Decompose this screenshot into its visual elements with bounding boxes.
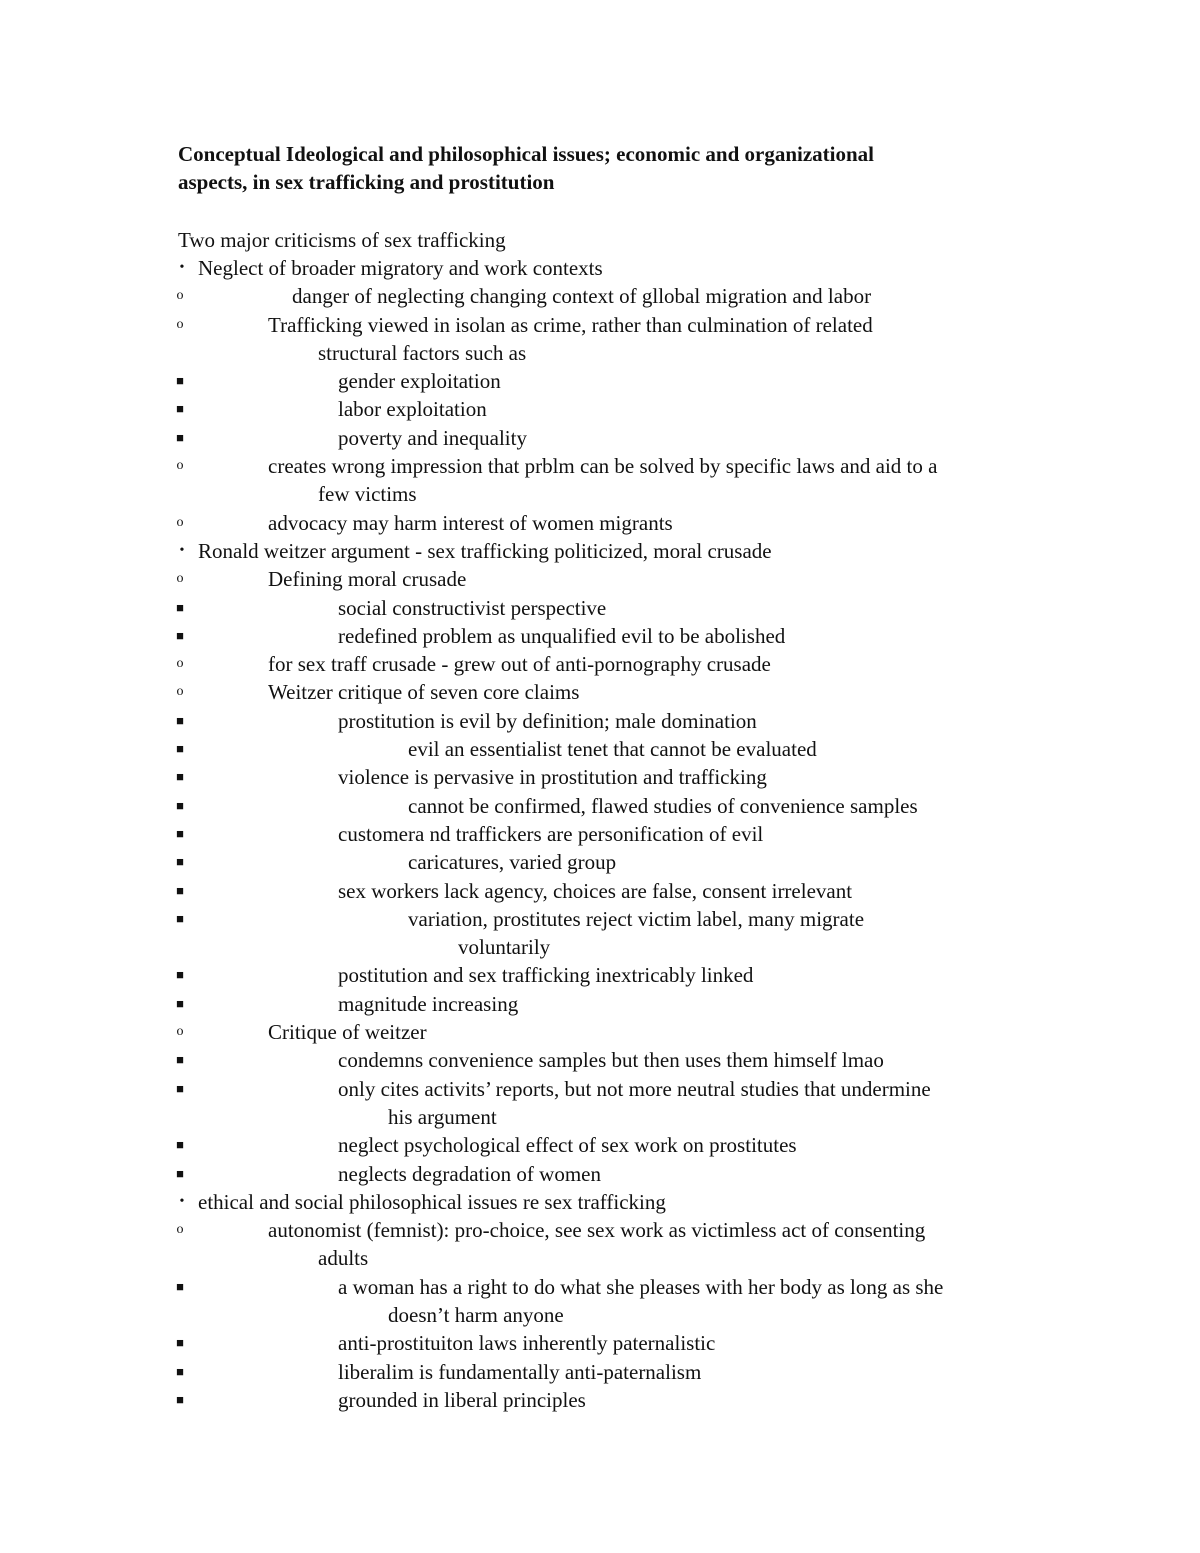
list-item-text: cannot be confirmed, flawed studies of convenience samples [408,793,918,818]
list-item-text: doesn’t harm anyone [388,1302,564,1327]
list-item [0,905,1200,933]
bullet-circle-icon: o [176,571,184,587]
bullet-square-icon: ■ [176,825,184,841]
list-item-text: his argument [388,1104,497,1129]
title-line-1: Conceptual Ideological and philosophical issues; economic and organizational [178,142,874,166]
bullet-dot-icon: • [179,1193,185,1209]
bullet-square-icon: ■ [176,1052,184,1068]
bullet-square-icon: ■ [176,1363,184,1379]
list-item [0,820,1200,848]
bullet-dot-icon: • [179,260,185,275]
list-item-text: Critique of weitzer [268,1020,427,1045]
bullet-circle-icon: o [176,316,184,332]
list-item-text: structural factors such as [318,340,527,365]
bullet-square-icon: ■ [176,967,184,983]
list-item-text: danger of neglecting changing context of gllobal migration and labor [292,284,872,309]
bullet-circle-icon: o [176,656,184,672]
list-item-text: prostitution is evil by definition; male domination [338,708,757,733]
list-item-text: evil an essentialist tenet that cannot be evaluated [408,737,817,762]
list-item [0,367,1200,395]
list-item [0,1358,1200,1386]
list-item-text: social constructivist perspective [338,595,607,620]
list-item-text: customera nd traffickers are personification of evil [338,821,764,846]
list-item [0,990,1200,1018]
list-item-text: few victims [318,482,417,507]
list-item-text: for sex traff crusade - grew out of anti-pornography crusade [268,652,771,677]
list-item [0,735,1200,763]
list-item [0,424,1200,452]
list-item [0,622,1200,650]
list-item-text: only cites activits’ reports, but not more neutral studies that undermine [338,1076,931,1101]
list-item [0,1075,1200,1103]
list-item-text: Trafficking viewed in isolan as crime, rather than culmination of related [268,312,873,337]
list-item [0,1273,1200,1301]
list-item [0,565,1200,593]
bullet-square-icon: ■ [176,1278,184,1294]
bullet-square-icon: ■ [176,769,184,785]
bullet-square-icon: ■ [176,1165,184,1181]
list-item-text: Weitzer critique of seven core claims [268,680,580,705]
list-item [0,594,1200,622]
list-item-continuation [0,480,1200,508]
list-item-text: creates wrong impression that prblm can be solved by specific laws and aid to a [268,454,938,479]
bullet-circle-icon: o [176,1222,184,1238]
list-item-text: a woman has a right to do what she pleases with her body as long as she [338,1274,944,1299]
bullet-square-icon: ■ [176,1391,184,1407]
list-item [0,650,1200,678]
list-item-text: labor exploitation [338,397,487,422]
list-item [0,254,1200,282]
list-item [0,452,1200,480]
list-item-text: Defining moral crusade [268,567,467,592]
list-item-text: voluntarily [458,935,551,960]
list-item [0,395,1200,423]
bullet-square-icon: ■ [176,429,184,445]
list-item [0,763,1200,791]
list-item-text: advocacy may harm interest of women migrants [268,510,673,535]
bullet-square-icon: ■ [176,599,184,615]
list-item-text: postitution and sex trafficking inextricably linked [338,963,754,988]
list-item-text: ethical and social philosophical issues re sex trafficking [198,1189,666,1214]
list-item-text: neglects degradation of women [338,1161,601,1186]
list-item-text: adults [318,1246,369,1271]
bullet-square-icon: ■ [176,712,184,728]
list-item-text: caricatures, varied group [408,850,617,875]
list-item-continuation [0,933,1200,961]
list-item [0,282,1200,310]
list-item-text: violence is pervasive in prostitution and trafficking [338,765,767,790]
list-item [0,509,1200,537]
bullet-square-icon: ■ [176,910,184,926]
list-item [0,1160,1200,1188]
title-line-2: aspects, in sex trafficking and prostitution [178,170,555,194]
list-item [0,1131,1200,1159]
bullet-square-icon: ■ [176,1137,184,1153]
bullet-circle-icon: o [176,684,184,700]
intro-heading: Two major criticisms of sex trafficking [178,228,506,252]
list-item-text: liberalim is fundamentally anti-paternalism [338,1359,702,1384]
bullet-square-icon: ■ [176,741,184,757]
bullet-square-icon: ■ [176,995,184,1011]
bullet-square-icon: ■ [176,1080,184,1096]
list-item [0,1386,1200,1414]
bullet-square-icon: ■ [176,627,184,643]
bullet-circle-icon: o [176,458,184,474]
list-item [0,1216,1200,1244]
list-item [0,537,1200,565]
list-item-text: variation, prostitutes reject victim label, many migrate [408,906,865,931]
list-item [0,961,1200,989]
list-item-text: magnitude increasing [338,991,519,1016]
bullet-square-icon: ■ [176,401,184,417]
bullet-square-icon: ■ [176,1335,184,1351]
document-title [178,140,1078,196]
list-item-text: neglect psychological effect of sex work on prostitutes [338,1133,797,1158]
outline-list [0,254,1200,1414]
list-item-text: sex workers lack agency, choices are false, consent irrelevant [338,878,853,903]
list-item-text: Ronald weitzer argument - sex trafficking politicized, moral crusade [198,538,772,563]
list-item [0,678,1200,706]
bullet-circle-icon: o [176,288,184,304]
list-item-continuation [0,339,1200,367]
list-item [0,792,1200,820]
list-item [0,1188,1200,1216]
list-item [0,848,1200,876]
bullet-circle-icon: o [176,1024,184,1040]
list-item-text: poverty and inequality [338,425,527,450]
list-item-text: redefined problem as unqualified evil to be abolished [338,623,786,648]
bullet-circle-icon: o [176,514,184,530]
list-item-text: anti-prostituiton laws inherently paternalistic [338,1331,716,1356]
list-item-text: condemns convenience samples but then uses them himself lmao [338,1048,884,1073]
bullet-square-icon: ■ [176,882,184,898]
list-item [0,311,1200,339]
list-item [0,707,1200,735]
list-item [0,877,1200,905]
list-item-text: gender exploitation [338,369,501,394]
bullet-square-icon: ■ [176,854,184,870]
list-item [0,1329,1200,1357]
list-item-continuation [0,1301,1200,1329]
list-item [0,1018,1200,1046]
bullet-dot-icon: • [179,542,185,558]
list-item-continuation [0,1244,1200,1272]
bullet-square-icon: ■ [176,797,184,813]
list-item-text: autonomist (femnist): pro-choice, see sex work as victimless act of consenting [268,1218,926,1243]
list-item-text: grounded in liberal principles [338,1387,586,1412]
list-item-continuation [0,1103,1200,1131]
bullet-square-icon: ■ [176,373,184,389]
list-item-text: Neglect of broader migratory and work contexts [198,256,603,280]
list-item [0,1046,1200,1074]
